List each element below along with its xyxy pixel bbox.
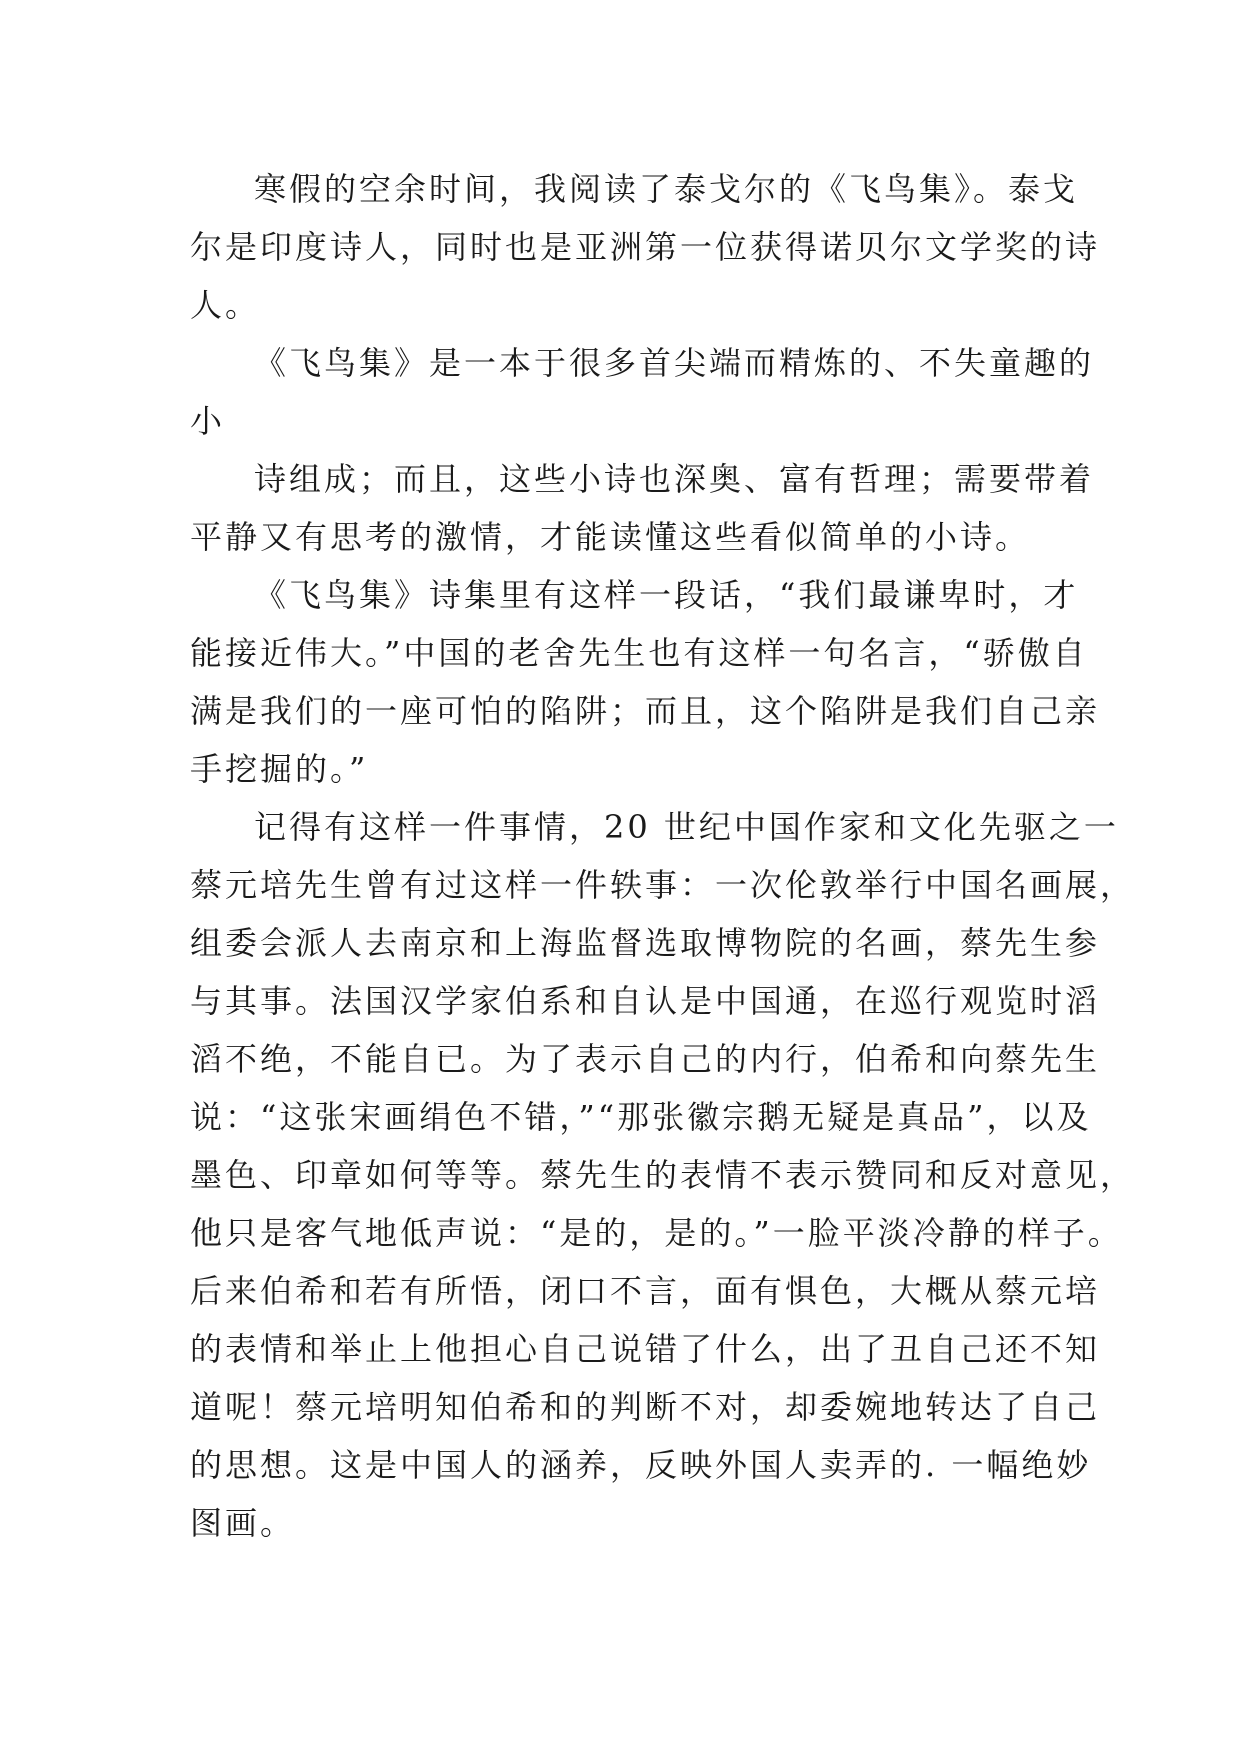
text-line: 墨色、印章如何等等。蔡先生的表情不表示赞同和反对意见， (190, 1156, 1136, 1194)
text-line: 能接近伟大。”中国的老舍先生也有这样一句名言，“骄傲自 (190, 634, 1088, 672)
text-line: 《飞鸟集》是一本于很多首尖端而精炼的、不失童趣的 (254, 344, 1095, 382)
paragraph-2 (190, 334, 1095, 450)
paragraph-1 (190, 160, 1101, 334)
text-line: 图画。 (190, 1504, 296, 1542)
text-line: 组委会派人去南京和上海监督选取博物院的名画，蔡先生参 (190, 924, 1101, 962)
text-line: 说：“这张宋画绢色不错，”“那张徽宗鹅无疑是真品”，以及 (190, 1098, 1092, 1136)
text-line: 道呢！蔡元培明知伯希和的判断不对，却委婉地转达了自己 (190, 1388, 1101, 1426)
text-line: 诗组成；而且，这些小诗也深奥、富有哲理；需要带着 (254, 460, 1095, 498)
text-line: 人。 (190, 286, 261, 324)
text-line: 尔是印度诗人，同时也是亚洲第一位获得诺贝尔文学奖的诗 (190, 228, 1101, 266)
text-line: 他只是客气地低声说：“是的，是的。”一脸平淡冷静的样子。 (190, 1214, 1123, 1252)
text-line: 与其事。法国汉学家伯系和自认是中国通，在巡行观览时滔 (190, 982, 1101, 1020)
paragraph-5 (190, 798, 1136, 1552)
text-line: 小 (190, 402, 226, 440)
text-line: 寒假的空余时间，我阅读了泰戈尔的《飞鸟集》。泰戈 (254, 170, 1079, 208)
text-line: 后来伯希和若有所悟，闭口不言，面有惧色，大概从蔡元培 (190, 1272, 1101, 1310)
text-line: 的表情和举止上他担心自己说错了什么，出了丑自己还不知 (190, 1330, 1101, 1368)
text-line: 记得有这样一件事情，20 世纪中国作家和文化先驱之一 (254, 808, 1119, 846)
paragraph-4 (190, 566, 1101, 798)
essay-body (190, 160, 1136, 1552)
text-line: 满是我们的一座可怕的陷阱；而且，这个陷阱是我们自己亲 (190, 692, 1101, 730)
text-line: 蔡元培先生曾有过这样一件轶事：一次伦敦举行中国名画展， (190, 866, 1136, 904)
text-line: 平静又有思考的激情，才能读懂这些看似简单的小诗。 (190, 518, 1031, 556)
text-line: 滔不绝，不能自已。为了表示自己的内行，伯希和向蔡先生 (190, 1040, 1101, 1078)
paragraph-3 (190, 450, 1095, 566)
text-line: 手挖掘的。” (190, 750, 369, 788)
text-line: 的思想。这是中国人的涵养，反映外国人卖弄的. 一幅绝妙 (190, 1446, 1092, 1484)
text-line: 《飞鸟集》诗集里有这样一段话，“我们最谦卑时，才 (254, 576, 1079, 614)
